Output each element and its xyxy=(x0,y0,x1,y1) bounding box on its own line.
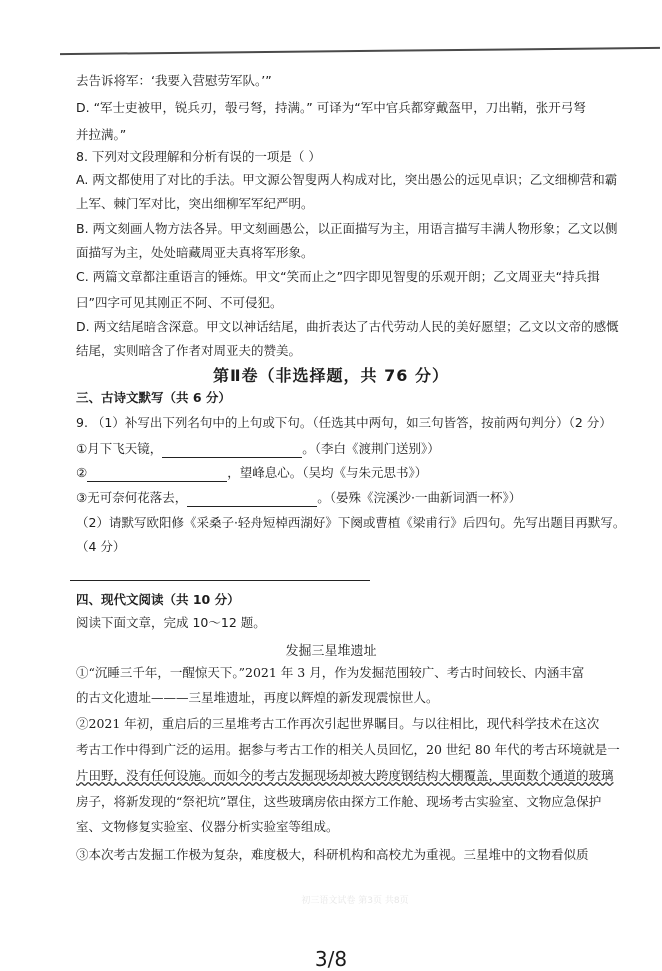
article-paragraph: ①“沉睡三千年，一醒惊天下。”2021 年 3 月，作为发掘范围较广、考古时间较长、内涵丰富 xyxy=(76,665,585,680)
article-paragraph: 室、文物修复实验室、仪器分析实验室等组成。 xyxy=(76,819,339,834)
page-number: 3/8 xyxy=(314,947,348,971)
section-title: 第Ⅱ卷（非选择题，共 76 分） xyxy=(213,366,449,385)
article-paragraph: 片田野，没有任何设施。而如今的考古发掘现场却被大跨度钢结构大棚覆盖，里面数个通道的玻璃 xyxy=(76,768,614,783)
option-b-line1: B. 两文刻画人物方法各异。甲文刻画愚公，以正面描写为主，用语言描写丰满人物形象；乙文以侧 xyxy=(76,221,618,236)
article-paragraph: 房子，将新发现的“祭祀坑”罩住，这些玻璃房依由探方工作舱、现场考古实验室、文物应急保护 xyxy=(76,794,602,809)
answer-line[interactable] xyxy=(70,580,370,582)
option-c-line2: 曰”四字可见其刚正不阿、不可侵犯。 xyxy=(76,295,283,310)
article-paragraph: 的古文化遗址———三星堆遗址，再度以辉煌的新发现震惊世人。 xyxy=(76,690,439,705)
question-9-2-score: （4 分） xyxy=(76,539,126,554)
section3-heading: 三、古诗文默写（共 6 分） xyxy=(76,390,231,405)
article-title: 发掘三星堆遗址 xyxy=(285,644,377,659)
answer-blank[interactable] xyxy=(187,492,317,507)
poem-item-3-post: 。（晏殊《浣溪沙·一曲新词酒一杯》） xyxy=(317,490,522,505)
option-d-line1: D. 两文结尾暗含深意。甲文以神话结尾，曲折表达了古代劳动人民的美好愿望；乙文以文帝的感慨 xyxy=(76,319,619,334)
question-9: 9. （1）补写出下列名句中的上句或下句。（任选其中两句，如三句皆答，按前两句判分）（2 分） xyxy=(76,415,612,430)
option-b-line2: 面描写为主，处处暗藏周亚夫真将军形象。 xyxy=(76,245,314,260)
poem-item-1 xyxy=(76,440,648,458)
question-9-2: （2）请默写欧阳修《采桑子·轻舟短棹西湖好》下阕或曹植《梁甫行》后四句。先写出题目再默写。 xyxy=(76,515,626,530)
option-a-line1: A. 两文都使用了对比的手法。甲文源公智叟两人构成对比，突出愚公的远见卓识；乙文细柳营和霸 xyxy=(76,172,618,187)
poem-item-2-pre: ② xyxy=(76,465,88,480)
option-c-line1: C. 两篇文章都注重语言的锤炼。甲文“笑而止之”四字即见智叟的乐观开朗；乙文周亚夫“持兵揖 xyxy=(76,269,600,284)
poem-item-1-pre: ①月下飞天镜， xyxy=(76,441,163,456)
poem-item-3 xyxy=(76,489,648,507)
article-paragraph: ③本次考古发掘工作极为复杂，难度极大，科研机构和高校尤为重视。三星堆中的文物看似质 xyxy=(76,847,589,862)
question-8: 8. 下列对文段理解和分析有误的一项是（ ） xyxy=(76,149,321,164)
top-rule xyxy=(60,47,660,58)
text-line: 去告诉将军：‘我要入营慰劳军队。’” xyxy=(76,73,272,88)
answer-blank[interactable] xyxy=(87,467,227,482)
option-d-line2: 结尾，实则暗含了作者对周亚夫的赞美。 xyxy=(76,343,302,358)
poem-item-2-post: ，望峰息心。（吴均《与朱元思书》） xyxy=(227,465,428,480)
poem-item-1-post: 。（李白《渡荆门送别》） xyxy=(302,441,440,456)
section4-heading: 四、现代文阅读（共 10 分） xyxy=(76,592,240,607)
option-d-line: D. “军士吏被甲，锐兵刃，彀弓弩，持满。” 可译为“军中官兵都穿戴盔甲，刀出鞘，张开弓弩 xyxy=(76,100,586,115)
poem-item-3-pre: ③无可奈何花落去， xyxy=(76,490,188,505)
article-paragraph: 考古工作中得到广泛的运用。据参与考古工作的相关人员回忆，20 世纪 80 年代的考古环境就是一 xyxy=(76,742,620,757)
poem-item-2 xyxy=(76,464,648,482)
option-a-line2: 上军、棘门军对比，突出细柳军军纪严明。 xyxy=(76,196,314,211)
reading-intro: 阅读下面文章，完成 10～12 题。 xyxy=(76,615,266,630)
faint-footer-text: 初三语文试卷 第3页 共8页 xyxy=(301,896,409,906)
answer-blank[interactable] xyxy=(162,443,302,458)
text-line: 并拉满。” xyxy=(76,127,127,142)
article-paragraph: ②2021 年初，重启后的三星堆考古工作再次引起世界瞩目。与以往相比，现代科学技术在这次 xyxy=(76,716,600,731)
